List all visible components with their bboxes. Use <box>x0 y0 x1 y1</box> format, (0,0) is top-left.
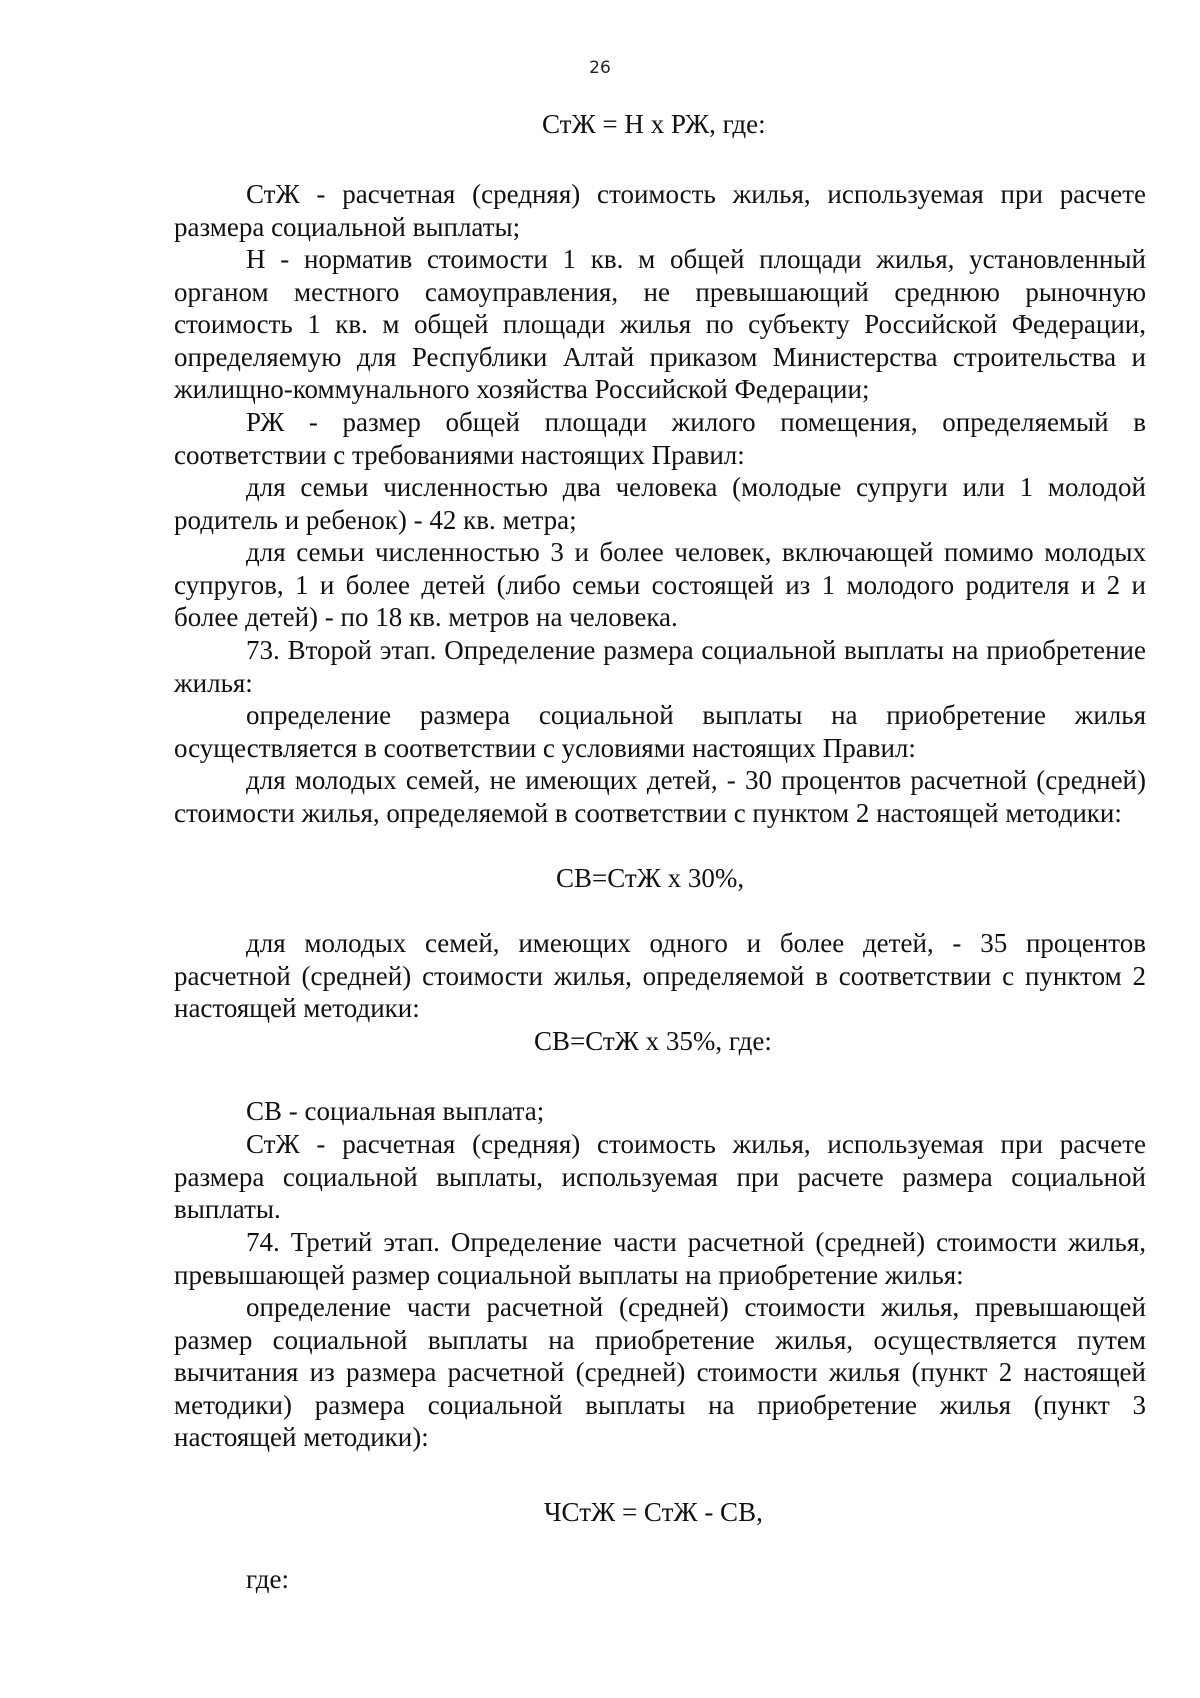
formula-payment-30: СВ=СтЖ х 30%, <box>556 863 745 893</box>
paragraph-sv-definition: СВ - социальная выплата; <box>246 1096 545 1126</box>
page-number: 26 <box>589 58 611 78</box>
paragraph-n-definition: Н - норматив стоимости 1 кв. м общей площади жилья, установленный органом местного самоуправления, не превышающий среднюю рыночную стоимость 1 кв. м общей площади жилья по субъекту Российской Федерации, определяемую для Республики Алтай приказом Министерства строительства и жилищно-коммунального хозяйства Российской Федерации; <box>174 244 1146 405</box>
paragraph-rzh-definition: РЖ - размер общей площади жилого помещения, определяемый в соответствии с требованиями настоящих Правил: <box>174 407 1146 470</box>
paragraph-no-children: для молодых семей, не имеющих детей, - 30 процентов расчетной (средней) стоимости жилья, определяемой в соответствии с пунктом 2 настоящей методики: <box>174 765 1146 828</box>
paragraph-with-children: для молодых семей, имеющих одного и более детей, - 35 процентов расчетной (средней) стоимости жилья, определяемой в соответствии с пунктом 2 настоящей методики: <box>174 928 1146 1024</box>
paragraph-stzh-definition: СтЖ - расчетная (средняя) стоимость жилья, используемая при расчете размера социальной выплаты; <box>174 179 1146 242</box>
paragraph-stage-74: 74. Третий этап. Определение части расчетной (средней) стоимости жилья, превышающей размер социальной выплаты на приобретение жилья: <box>174 1227 1146 1290</box>
paragraph-stage-73: 73. Второй этап. Определение размера социальной выплаты на приобретение жилья: <box>174 635 1146 698</box>
where-label: где: <box>246 1564 289 1594</box>
paragraph-stzh-definition-repeat: СтЖ - расчетная (средняя) стоимость жилья, используемая при расчете размера социальной выплаты, используемая при расчете размера социальной выплаты. <box>174 1129 1146 1225</box>
formula-housing-cost: СтЖ = Н х РЖ, где: <box>542 109 766 139</box>
formula-payment-35: СВ=СтЖ х 35%, где: <box>534 1026 772 1056</box>
paragraph-family-two: для семьи численностью два человека (молодые супруги или 1 молодой родитель и ребенок) - 42 кв. метра; <box>174 472 1146 535</box>
formula-excess-cost: ЧСтЖ = СтЖ - СВ, <box>544 1497 763 1527</box>
paragraph-family-three-plus: для семьи численностью 3 и более человек, включающей помимо молодых супругов, 1 и более детей (либо семьи состоящей из 1 молодого родителя и 2 и более детей) - по 18 кв. метров на человека. <box>174 537 1146 633</box>
paragraph-excess-determination: определение части расчетной (средней) стоимости жилья, превышающей размер социальной выплаты на приобретение жилья, осуществляется путем вычитания из размера расчетной (средней) стоимости жилья (пункт 2 настоящей методики) размера социальной выплаты на приобретение жилья (пункт 3 настоящей методики): <box>174 1292 1146 1453</box>
paragraph-payment-determination: определение размера социальной выплаты на приобретение жилья осуществляется в соответствии с условиями настоящих Правил: <box>174 700 1146 763</box>
